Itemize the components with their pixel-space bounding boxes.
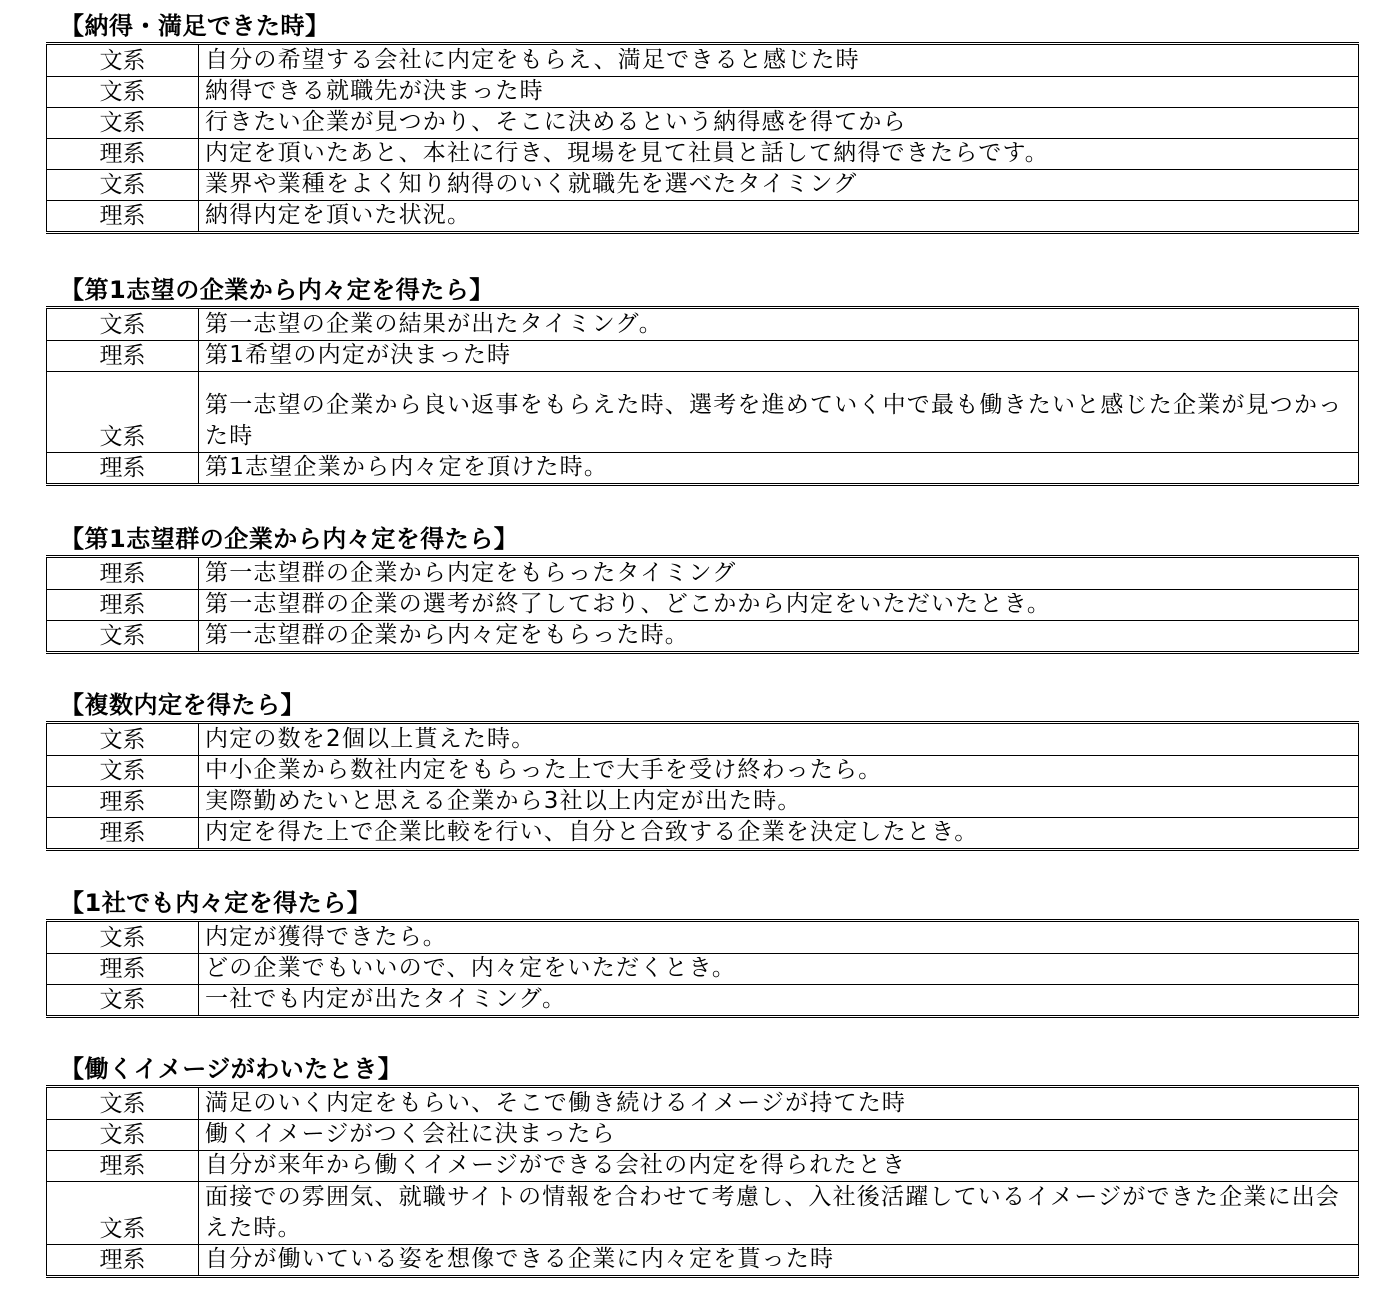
answer-table <box>46 919 1359 1018</box>
table-row <box>46 1119 1359 1150</box>
answer-cell: 業界や業種をよく知り納得のいく就職先を選べたタイミング <box>205 171 858 197</box>
category-cell: 文系 <box>47 45 199 76</box>
answer-cell: どの企業でもいいので、内々定をいただくとき。 <box>205 955 737 981</box>
category-cell: 文系 <box>47 922 199 953</box>
answer-cell: 第一志望群の企業から内々定をもらった時。 <box>205 622 689 648</box>
category-cell: 理系 <box>47 453 199 483</box>
answer-cell: 第1希望の内定が決まった時 <box>205 342 512 368</box>
table-row <box>46 755 1359 786</box>
category-cell: 文系 <box>47 372 199 452</box>
table-row <box>46 589 1359 620</box>
answer-cell: 第一志望群の企業から内定をもらったタイミング <box>205 560 737 586</box>
answer-cell: 第一志望の企業から良い返事をもらえた時、選考を進めていく中で最も働きたいと感じた企業が見つかった時 <box>205 392 1343 449</box>
table-row <box>46 1088 1359 1119</box>
category-cell: 文系 <box>47 756 199 786</box>
answer-table <box>46 306 1359 486</box>
answer-cell: 満足のいく内定をもらい、そこで働き続けるイメージが持てた時 <box>205 1090 907 1116</box>
category-cell: 理系 <box>47 558 199 589</box>
answer-cell: 内定の数を2個以上貰えた時。 <box>205 726 536 752</box>
category-cell: 文系 <box>47 170 199 200</box>
table-row <box>46 76 1359 107</box>
answer-cell: 内定を頂いたあと、本社に行き、現場を見て社員と話して納得できたらです。 <box>205 140 1050 166</box>
section-title: 【納得・満足できた時】 <box>60 12 330 40</box>
answer-cell: 行きたい企業が見つかり、そこに決めるという納得感を得てから <box>205 109 907 135</box>
category-cell: 文系 <box>47 724 199 755</box>
category-cell: 文系 <box>47 108 199 138</box>
category-cell: 文系 <box>47 1182 199 1244</box>
answer-cell: 内定が獲得できたら。 <box>205 924 447 950</box>
section-title: 【1社でも内々定を得たら】 <box>60 889 372 917</box>
answer-cell: 内定を得た上で企業比較を行い、自分と合致する企業を決定したとき。 <box>205 819 979 845</box>
category-cell: 理系 <box>47 1245 199 1275</box>
table-row <box>46 200 1359 231</box>
answer-table <box>46 555 1359 654</box>
table-row <box>46 922 1359 953</box>
table-row <box>46 452 1359 483</box>
answer-cell: 納得内定を頂いた状況。 <box>205 202 472 228</box>
table-row <box>46 1244 1359 1275</box>
category-cell: 理系 <box>47 341 199 371</box>
answer-cell: 面接での雰囲気、就職サイトの情報を合わせて考慮し、入社後活躍しているイメージができた企業に出会えた時。 <box>205 1184 1341 1241</box>
table-row <box>46 169 1359 200</box>
category-cell: 文系 <box>47 985 199 1015</box>
category-cell: 理系 <box>47 590 199 620</box>
table-row <box>46 558 1359 589</box>
table-row <box>46 107 1359 138</box>
section-title: 【複数内定を得たら】 <box>60 691 305 719</box>
table-row <box>46 984 1359 1015</box>
table-row <box>46 138 1359 169</box>
table-row <box>46 786 1359 817</box>
category-cell: 理系 <box>47 139 199 169</box>
table-row <box>46 309 1359 340</box>
answer-table <box>46 721 1359 851</box>
category-cell: 文系 <box>47 77 199 107</box>
section-title: 【働くイメージがわいたとき】 <box>60 1055 403 1083</box>
table-row <box>46 45 1359 76</box>
answer-cell: 一社でも内定が出たタイミング。 <box>205 986 567 1012</box>
answer-cell: 実際勤めたいと思える企業から3社以上内定が出た時。 <box>205 788 802 814</box>
answer-cell: 第一志望の企業の結果が出たタイミング。 <box>205 311 663 337</box>
section-title: 【第1志望の企業から内々定を得たら】 <box>60 276 494 304</box>
answer-table <box>46 42 1359 234</box>
answer-cell: 自分が働いている姿を想像できる企業に内々定を貰った時 <box>205 1246 835 1272</box>
section-title: 【第1志望群の企業から内々定を得たら】 <box>60 525 519 553</box>
category-cell: 文系 <box>47 1088 199 1119</box>
table-row <box>46 724 1359 755</box>
answer-cell: 納得できる就職先が決まった時 <box>205 78 544 104</box>
table-row <box>46 620 1359 651</box>
category-cell: 理系 <box>47 1151 199 1181</box>
category-cell: 理系 <box>47 818 199 848</box>
table-row <box>46 371 1359 452</box>
category-cell: 理系 <box>47 954 199 984</box>
table-row <box>46 340 1359 371</box>
category-cell: 文系 <box>47 309 199 340</box>
table-row <box>46 1181 1359 1244</box>
table-row <box>46 817 1359 848</box>
answer-cell: 働くイメージがつく会社に決まったら <box>205 1121 616 1147</box>
category-cell: 理系 <box>47 787 199 817</box>
category-cell: 文系 <box>47 1120 199 1150</box>
table-row <box>46 953 1359 984</box>
answer-cell: 第一志望群の企業の選考が終了しており、どこかから内定をいただいたとき。 <box>205 591 1052 617</box>
category-cell: 理系 <box>47 201 199 231</box>
answer-cell: 自分が来年から働くイメージができる会社の内定を得られたとき <box>205 1152 907 1178</box>
answer-cell: 第1志望企業から内々定を頂けた時。 <box>205 454 609 480</box>
answer-cell: 自分の希望する会社に内定をもらえ、満足できると感じた時 <box>205 47 860 73</box>
answer-cell: 中小企業から数社内定をもらった上で大手を受け終わったら。 <box>205 757 883 783</box>
category-cell: 文系 <box>47 621 199 651</box>
answer-table <box>46 1085 1359 1278</box>
table-row <box>46 1150 1359 1181</box>
